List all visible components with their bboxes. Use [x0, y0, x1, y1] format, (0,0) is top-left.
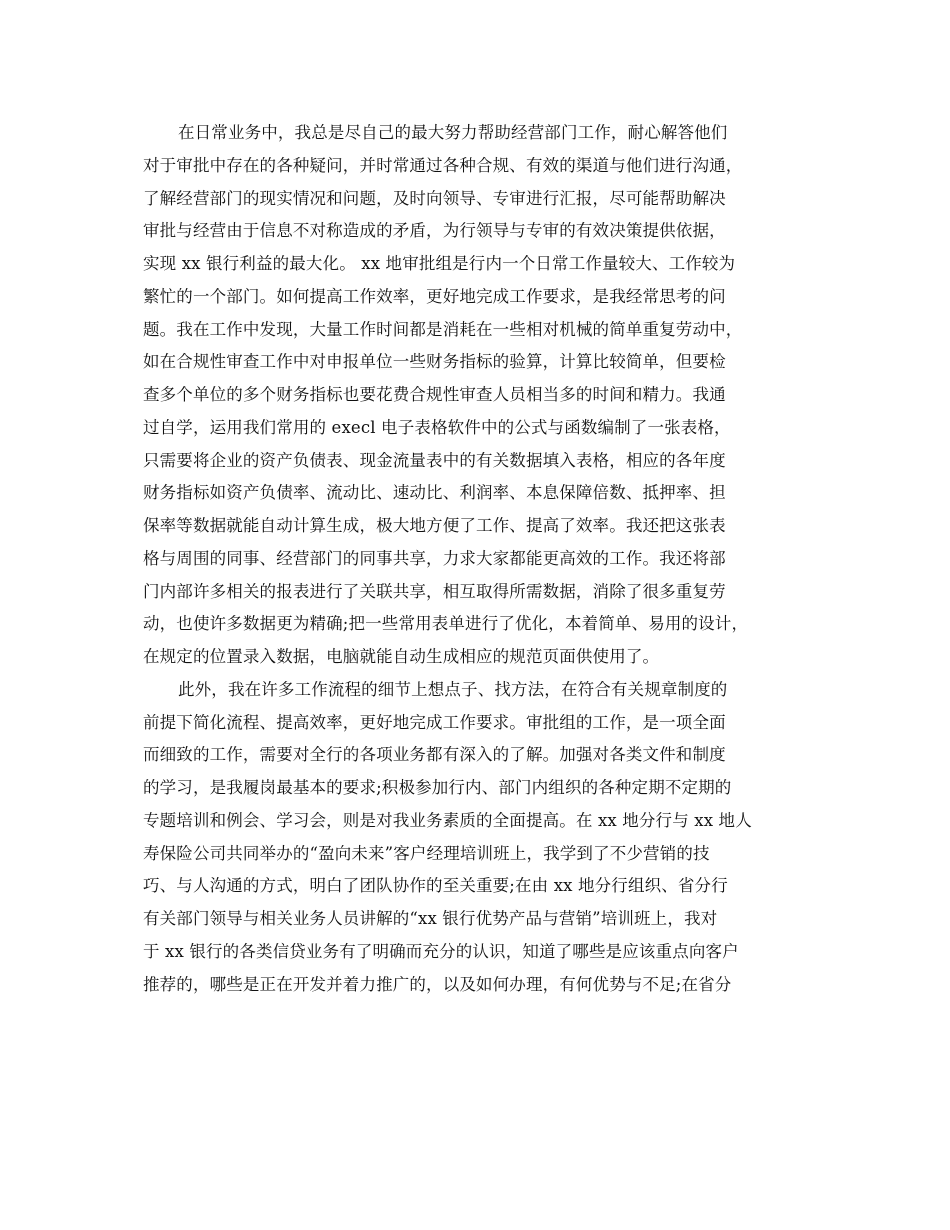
text-line: 了解经营部门的现实情况和问题，及时向领导、专审进行汇报，尽可能帮助解决: [143, 188, 726, 208]
text-line: 如在合规性审查工作中对申报单位一些财务指标的验算，计算比较简单，但要检: [143, 352, 726, 372]
text-line: 的学习，是我履岗最基本的要求;积极参加行内、部门内组织的各种定期不定期的: [143, 778, 732, 797]
text-line: 专题培训和例会、学习会，则是对我业务素质的全面提高。在 xx 地分行与 xx 地人: [143, 810, 752, 830]
text-line: 对于审批中存在的各种疑问，并时常通过各种合规、有效的渠道与他们进行沟通，: [143, 155, 743, 175]
text-line: 而细致的工作，需要对全行的各项业务都有深入的了解。加强对各类文件和制度: [143, 745, 726, 765]
text-line: 实现 xx 银行利益的最大化。 xx 地审批组是行内一个日常工作量较大、工作较为: [143, 254, 736, 273]
text-line: 于 xx 银行的各类信贷业务有了明确而充分的认识，知道了哪些是应该重点向客户: [143, 941, 739, 961]
text-line: 在规定的位置录入数据，电脑就能自动生成相应的规范页面供使用了。: [143, 647, 660, 666]
text-line: 推荐的，哪些是正在开发并着力推广的，以及如何办理，有何优势与不足;在省分: [143, 974, 732, 994]
text-line: 繁忙的一个部门。如何提高工作效率，更好地完成工作要求，是我经常思考的问: [143, 286, 726, 306]
text-line: 此外，我在许多工作流程的细节上想点子、找方法，在符合有关规章制度的: [178, 679, 728, 699]
text-line: 前提下简化流程、提高效率，更好地完成工作要求。审批组的工作，是一项全面: [143, 712, 726, 732]
text-line: 查多个单位的多个财务指标也要花费合规性审查人员相当多的时间和精力。我通: [143, 385, 726, 404]
text-line: 有关部门领导与相关业务人员讲解的“xx 银行优势产品与营销”培训班上，我对: [143, 909, 718, 928]
text-line: 财务指标如资产负债率、流动比、速动比、利润率、本息保障倍数、抵押率、担: [143, 483, 726, 503]
text-line: 格与周围的同事、经营部门的同事共享，力求大家都能更高效的工作。我还将部: [143, 548, 726, 568]
text-line: 过自学，运用我们常用的 execl 电子表格软件中的公式与函数编制了一张表格，: [143, 417, 731, 437]
text-line: 保率等数据就能自动计算生成，极大地方便了工作、提高了效率。我还把这张表: [143, 516, 726, 535]
text-line: 在日常业务中，我总是尽自己的最大努力帮助经营部门工作，耐心解答他们: [178, 123, 728, 142]
text-line: 只需要将企业的资产负债表、现金流量表中的有关数据填入表格，相应的各年度: [143, 450, 726, 470]
text-line: 门内部许多相关的报表进行了关联共享，相互取得所需数据，消除了很多重复劳: [143, 581, 726, 601]
text-line: 题。我在工作中发现，大量工作时间都是消耗在一些相对机械的简单重复劳动中，: [143, 319, 743, 339]
text-line: 动，也使许多数据更为精确;把一些常用表单进行了优化，本着简单、易用的设计，: [143, 614, 749, 634]
body-text: [143, 117, 815, 1001]
text-line: 审批与经营由于信息不对称造成的矛盾，为行领导与专审的有效决策提供依据，: [143, 221, 726, 241]
text-line: 寿保险公司共同举办的“盈向未来”客户经理培训班上，我学到了不少营销的技: [143, 843, 710, 863]
text-line: 巧、与人沟通的方式，明白了团队协作的至关重要;在由 xx 地分行组织、省分行: [143, 876, 728, 896]
